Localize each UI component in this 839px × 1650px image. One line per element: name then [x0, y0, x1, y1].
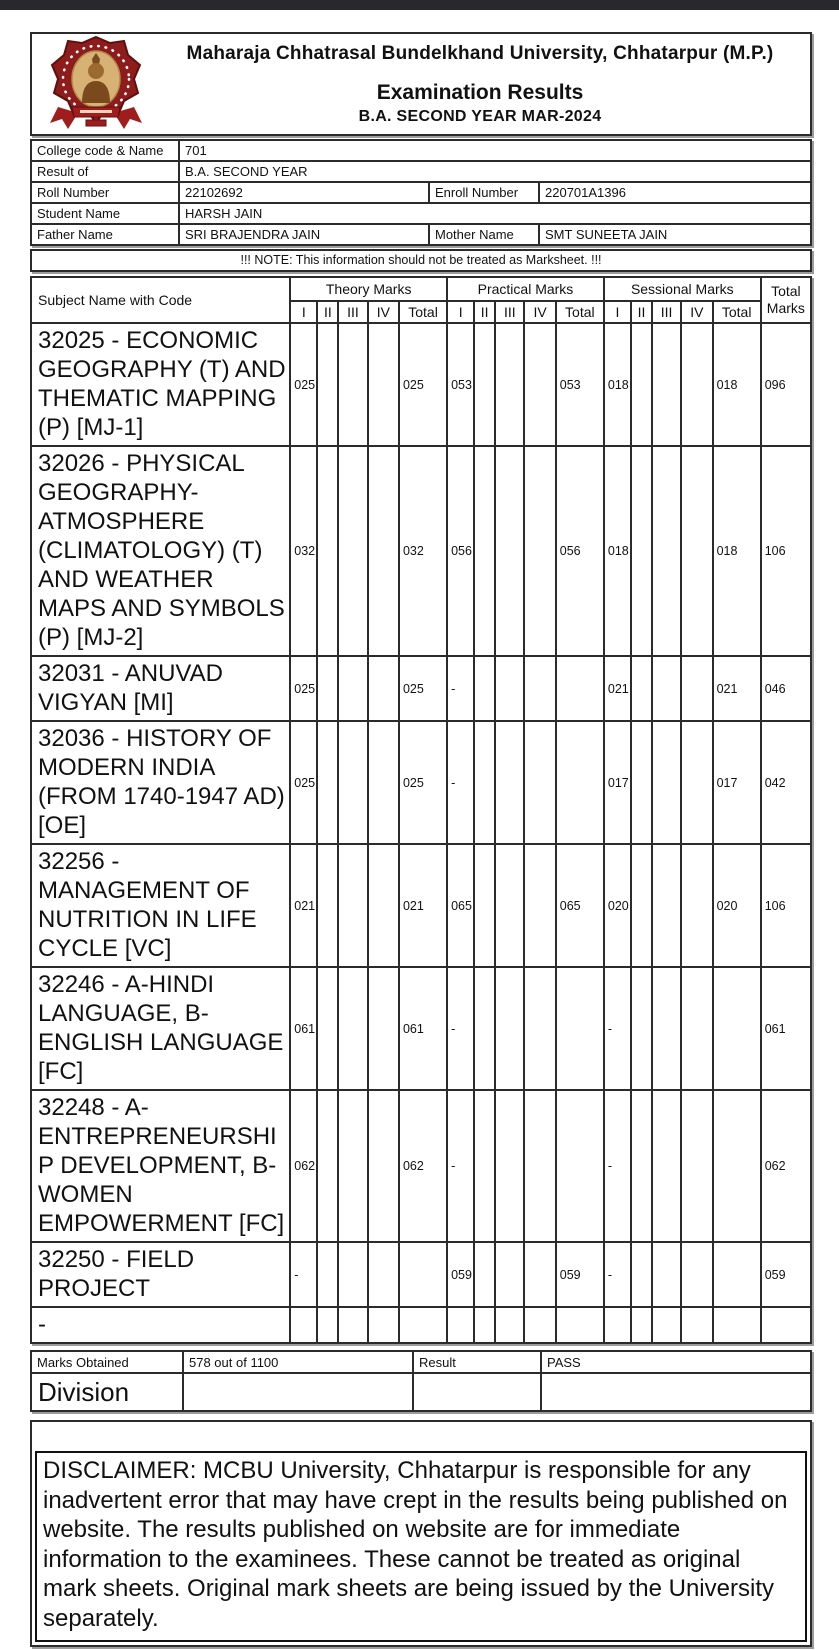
theory-iv-cell [368, 1307, 399, 1343]
row-total-marks-cell: 042 [761, 721, 811, 844]
theory-total-cell: 061 [399, 967, 447, 1090]
sessional-iv-cell [681, 721, 712, 844]
sessional-i-cell: - [604, 1242, 631, 1307]
sessional-iii-cell [652, 721, 681, 844]
practical-i-cell: - [447, 1090, 474, 1242]
practical-iii-cell [495, 1307, 524, 1343]
theory-iii-cell [338, 844, 367, 967]
practical-iv-cell [524, 446, 555, 656]
theory-ii-cell [317, 844, 338, 967]
university-logo [32, 35, 160, 133]
summary-row-division [31, 1373, 811, 1411]
subject-name-cell: 32036 - HISTORY OF MODERN INDIA (FROM 1740-1947 AD) [OE] [31, 721, 290, 844]
practical-col-i: I [447, 301, 474, 323]
college-code-value: 701 [179, 140, 811, 161]
sessional-iv-cell [681, 1090, 712, 1242]
theory-iv-cell [368, 323, 399, 446]
info-row-result-of [31, 161, 811, 182]
practical-i-cell: 059 [447, 1242, 474, 1307]
practical-col-total: Total [556, 301, 604, 323]
practical-col-iii: III [495, 301, 524, 323]
subject-row [31, 323, 811, 446]
total-marks-header: Total Marks [761, 277, 811, 323]
division-label: Division [31, 1373, 183, 1411]
subject-row [31, 1242, 811, 1307]
division-empty-cell-1 [413, 1373, 541, 1411]
practical-iii-cell [495, 323, 524, 446]
sessional-iii-cell [652, 323, 681, 446]
sessional-ii-cell [631, 1090, 652, 1242]
sessional-total-cell: 018 [713, 323, 761, 446]
row-total-marks-cell: 096 [761, 323, 811, 446]
theory-col-total: Total [399, 301, 447, 323]
practical-i-cell: 065 [447, 844, 474, 967]
sessional-iv-cell [681, 656, 712, 721]
theory-i-cell: 025 [290, 656, 317, 721]
header-titles [160, 43, 810, 126]
practical-total-cell [556, 656, 604, 721]
practical-col-ii: II [474, 301, 495, 323]
result-page [30, 32, 812, 1647]
sessional-total-cell: 020 [713, 844, 761, 967]
subject-row [31, 844, 811, 967]
sessional-iii-cell [652, 1307, 681, 1343]
sessional-iv-cell [681, 446, 712, 656]
practical-iii-cell [495, 656, 524, 721]
row-total-marks-cell: 062 [761, 1090, 811, 1242]
sessional-ii-cell [631, 721, 652, 844]
practical-ii-cell [474, 967, 495, 1090]
enroll-number-label: Enroll Number [429, 182, 539, 203]
practical-ii-cell [474, 656, 495, 721]
disclaimer-text: DISCLAIMER: MCBU University, Chhatarpur is responsible for any inadvertent error that may have crept in the results being published on website. The results published on website are for immediate information to the examinees. These cannot be treated as original mark sheets. Original mark sheets are being issued by the University separately. [35, 1451, 807, 1642]
sessional-iii-cell [652, 844, 681, 967]
practical-iv-cell [524, 656, 555, 721]
subject-name-cell: 32246 - A-HINDI LANGUAGE, B-ENGLISH LANGUAGE [FC] [31, 967, 290, 1090]
theory-iii-cell [338, 721, 367, 844]
result-of-value: B.A. SECOND YEAR [179, 161, 811, 182]
practical-i-cell: 056 [447, 446, 474, 656]
division-empty-cell-2 [541, 1373, 811, 1411]
info-row-roll [31, 182, 811, 203]
theory-ii-cell [317, 721, 338, 844]
practical-ii-cell [474, 721, 495, 844]
theory-iv-cell [368, 844, 399, 967]
student-name-value: HARSH JAIN [179, 203, 811, 224]
university-name: Maharaja Chhatrasal Bundelkhand University, Chhatarpur (M.P.) [186, 42, 774, 64]
marks-table [30, 276, 812, 1344]
practical-iii-cell [495, 844, 524, 967]
sessional-i-cell: - [604, 1090, 631, 1242]
practical-ii-cell [474, 844, 495, 967]
theory-ii-cell [317, 1242, 338, 1307]
theory-ii-cell [317, 446, 338, 656]
practical-i-cell: - [447, 656, 474, 721]
theory-total-cell: 025 [399, 323, 447, 446]
theory-iv-cell [368, 656, 399, 721]
sessional-i-cell: 021 [604, 656, 631, 721]
sessional-total-cell: 021 [713, 656, 761, 721]
practical-ii-cell [474, 1307, 495, 1343]
sessional-marks-header: Sessional Marks [604, 277, 761, 301]
practical-ii-cell [474, 446, 495, 656]
theory-iv-cell [368, 1090, 399, 1242]
practical-total-cell: 059 [556, 1242, 604, 1307]
theory-i-cell: 062 [290, 1090, 317, 1242]
sessional-iv-cell [681, 967, 712, 1090]
father-name-label: Father Name [31, 224, 179, 245]
sessional-i-cell [604, 1307, 631, 1343]
theory-ii-cell [317, 656, 338, 721]
sessional-col-iii: III [652, 301, 681, 323]
sessional-iii-cell [652, 1090, 681, 1242]
sessional-ii-cell [631, 446, 652, 656]
practical-iii-cell [495, 446, 524, 656]
theory-i-cell: 061 [290, 967, 317, 1090]
sessional-col-i: I [604, 301, 631, 323]
sessional-iii-cell [652, 446, 681, 656]
subject-row [31, 1090, 811, 1242]
subject-row [31, 1307, 811, 1343]
practical-total-cell: 056 [556, 446, 604, 656]
father-name-value: SRI BRAJENDRA JAIN [179, 224, 429, 245]
theory-marks-header: Theory Marks [290, 277, 447, 301]
sessional-ii-cell [631, 1242, 652, 1307]
practical-i-cell: 053 [447, 323, 474, 446]
marksheet-note: !!! NOTE: This information should not be treated as Marksheet. !!! [30, 249, 812, 272]
theory-iii-cell [338, 446, 367, 656]
practical-total-cell: 053 [556, 323, 604, 446]
sessional-ii-cell [631, 967, 652, 1090]
sessional-i-cell: 018 [604, 446, 631, 656]
practical-iii-cell [495, 967, 524, 1090]
subject-name-cell: 32256 - MANAGEMENT OF NUTRITION IN LIFE CYCLE [VC] [31, 844, 290, 967]
sessional-iii-cell [652, 1242, 681, 1307]
theory-iii-cell [338, 1090, 367, 1242]
sessional-iv-cell [681, 1307, 712, 1343]
row-total-marks-cell: 106 [761, 446, 811, 656]
info-row-college [31, 140, 811, 161]
practical-i-cell: - [447, 967, 474, 1090]
practical-marks-header: Practical Marks [447, 277, 604, 301]
practical-i-cell [447, 1307, 474, 1343]
theory-iv-cell [368, 446, 399, 656]
sessional-iii-cell [652, 656, 681, 721]
theory-ii-cell [317, 1090, 338, 1242]
info-row-parents [31, 224, 811, 245]
sessional-ii-cell [631, 656, 652, 721]
subject-row [31, 446, 811, 656]
row-total-marks-cell: 046 [761, 656, 811, 721]
sessional-total-cell [713, 967, 761, 1090]
sessional-iv-cell [681, 1242, 712, 1307]
practical-iv-cell [524, 844, 555, 967]
practical-col-iv: IV [524, 301, 555, 323]
browser-top-bar [0, 0, 839, 10]
theory-total-cell: 025 [399, 721, 447, 844]
marks-obtained-label: Marks Obtained [31, 1351, 183, 1373]
theory-i-cell: 021 [290, 844, 317, 967]
theory-iv-cell [368, 967, 399, 1090]
result-of-label: Result of [31, 161, 179, 182]
theory-i-cell: 025 [290, 323, 317, 446]
practical-total-cell: 065 [556, 844, 604, 967]
theory-i-cell [290, 1307, 317, 1343]
result-summary-table [30, 1350, 812, 1412]
theory-iii-cell [338, 1242, 367, 1307]
row-total-marks-cell: 106 [761, 844, 811, 967]
practical-iii-cell [495, 1090, 524, 1242]
theory-total-cell [399, 1242, 447, 1307]
sessional-col-ii: II [631, 301, 652, 323]
summary-row-marks [31, 1351, 811, 1373]
page-header [30, 32, 812, 136]
sessional-total-cell: 017 [713, 721, 761, 844]
row-total-marks-cell [761, 1307, 811, 1343]
sessional-total-cell: 018 [713, 446, 761, 656]
marks-obtained-value: 578 out of 1100 [183, 1351, 413, 1373]
theory-iii-cell [338, 323, 367, 446]
practical-total-cell [556, 1090, 604, 1242]
mother-name-value: SMT SUNEETA JAIN [539, 224, 811, 245]
sessional-ii-cell [631, 1307, 652, 1343]
row-total-marks-cell: 061 [761, 967, 811, 1090]
subject-row [31, 656, 811, 721]
theory-col-iv: IV [368, 301, 399, 323]
theory-ii-cell [317, 967, 338, 1090]
exam-session: B.A. SECOND YEAR MAR-2024 [358, 107, 602, 125]
practical-ii-cell [474, 1090, 495, 1242]
theory-iii-cell [338, 967, 367, 1090]
sessional-ii-cell [631, 844, 652, 967]
marks-header-groups [31, 277, 811, 301]
practical-iv-cell [524, 721, 555, 844]
theory-total-cell: 025 [399, 656, 447, 721]
subject-name-cell: 32026 - PHYSICAL GEOGRAPHY-ATMOSPHERE (CLIMATOLOGY) (T) AND WEATHER MAPS AND SYMBOLS (P) [MJ-2] [31, 446, 290, 656]
student-name-label: Student Name [31, 203, 179, 224]
subject-name-cell: 32031 - ANUVAD VIGYAN [MI] [31, 656, 290, 721]
sessional-total-cell [713, 1307, 761, 1343]
student-info-table [30, 139, 812, 246]
sessional-iv-cell [681, 323, 712, 446]
row-total-marks-cell: 059 [761, 1242, 811, 1307]
practical-total-cell [556, 1307, 604, 1343]
practical-iv-cell [524, 967, 555, 1090]
practical-iv-cell [524, 1090, 555, 1242]
sessional-iii-cell [652, 967, 681, 1090]
subject-name-cell: 32248 - A-ENTREPRENEURSHIP DEVELOPMENT, B-WOMEN EMPOWERMENT [FC] [31, 1090, 290, 1242]
sessional-i-cell: 017 [604, 721, 631, 844]
practical-iv-cell [524, 323, 555, 446]
sessional-i-cell: 020 [604, 844, 631, 967]
sessional-total-cell [713, 1090, 761, 1242]
theory-iv-cell [368, 721, 399, 844]
theory-col-iii: III [338, 301, 367, 323]
theory-col-i: I [290, 301, 317, 323]
sessional-iv-cell [681, 844, 712, 967]
enroll-number-value: 220701A1396 [539, 182, 811, 203]
subject-row [31, 967, 811, 1090]
practical-iv-cell [524, 1242, 555, 1307]
theory-total-cell: 021 [399, 844, 447, 967]
practical-ii-cell [474, 323, 495, 446]
theory-ii-cell [317, 323, 338, 446]
practical-iv-cell [524, 1307, 555, 1343]
sessional-col-total: Total [713, 301, 761, 323]
subject-name-cell: 32250 - FIELD PROJECT [31, 1242, 290, 1307]
subject-name-cell: 32025 - ECONOMIC GEOGRAPHY (T) AND THEMATIC MAPPING (P) [MJ-1] [31, 323, 290, 446]
practical-i-cell: - [447, 721, 474, 844]
theory-iii-cell [338, 1307, 367, 1343]
theory-ii-cell [317, 1307, 338, 1343]
practical-iii-cell [495, 1242, 524, 1307]
roll-number-label: Roll Number [31, 182, 179, 203]
subject-name-cell: - [31, 1307, 290, 1343]
theory-i-cell: 032 [290, 446, 317, 656]
theory-total-cell: 032 [399, 446, 447, 656]
subject-row [31, 721, 811, 844]
roll-number-value: 22102692 [179, 182, 429, 203]
university-crest-icon [48, 35, 144, 133]
college-code-label: College code & Name [31, 140, 179, 161]
result-value: PASS [541, 1351, 811, 1373]
theory-iv-cell [368, 1242, 399, 1307]
sessional-i-cell: 018 [604, 323, 631, 446]
sessional-ii-cell [631, 323, 652, 446]
sessional-i-cell: - [604, 967, 631, 1090]
result-label: Result [413, 1351, 541, 1373]
info-row-student [31, 203, 811, 224]
theory-total-cell [399, 1307, 447, 1343]
division-value [183, 1373, 413, 1411]
page-title: Examination Results [376, 80, 584, 104]
practical-total-cell [556, 721, 604, 844]
practical-ii-cell [474, 1242, 495, 1307]
sessional-col-iv: IV [681, 301, 712, 323]
theory-col-ii: II [317, 301, 338, 323]
theory-iii-cell [338, 656, 367, 721]
disclaimer-box [30, 1420, 812, 1647]
theory-i-cell: 025 [290, 721, 317, 844]
subject-column-header: Subject Name with Code [31, 277, 290, 323]
theory-total-cell: 062 [399, 1090, 447, 1242]
sessional-total-cell [713, 1242, 761, 1307]
mother-name-label: Mother Name [429, 224, 539, 245]
practical-total-cell [556, 967, 604, 1090]
practical-iii-cell [495, 721, 524, 844]
theory-i-cell: - [290, 1242, 317, 1307]
